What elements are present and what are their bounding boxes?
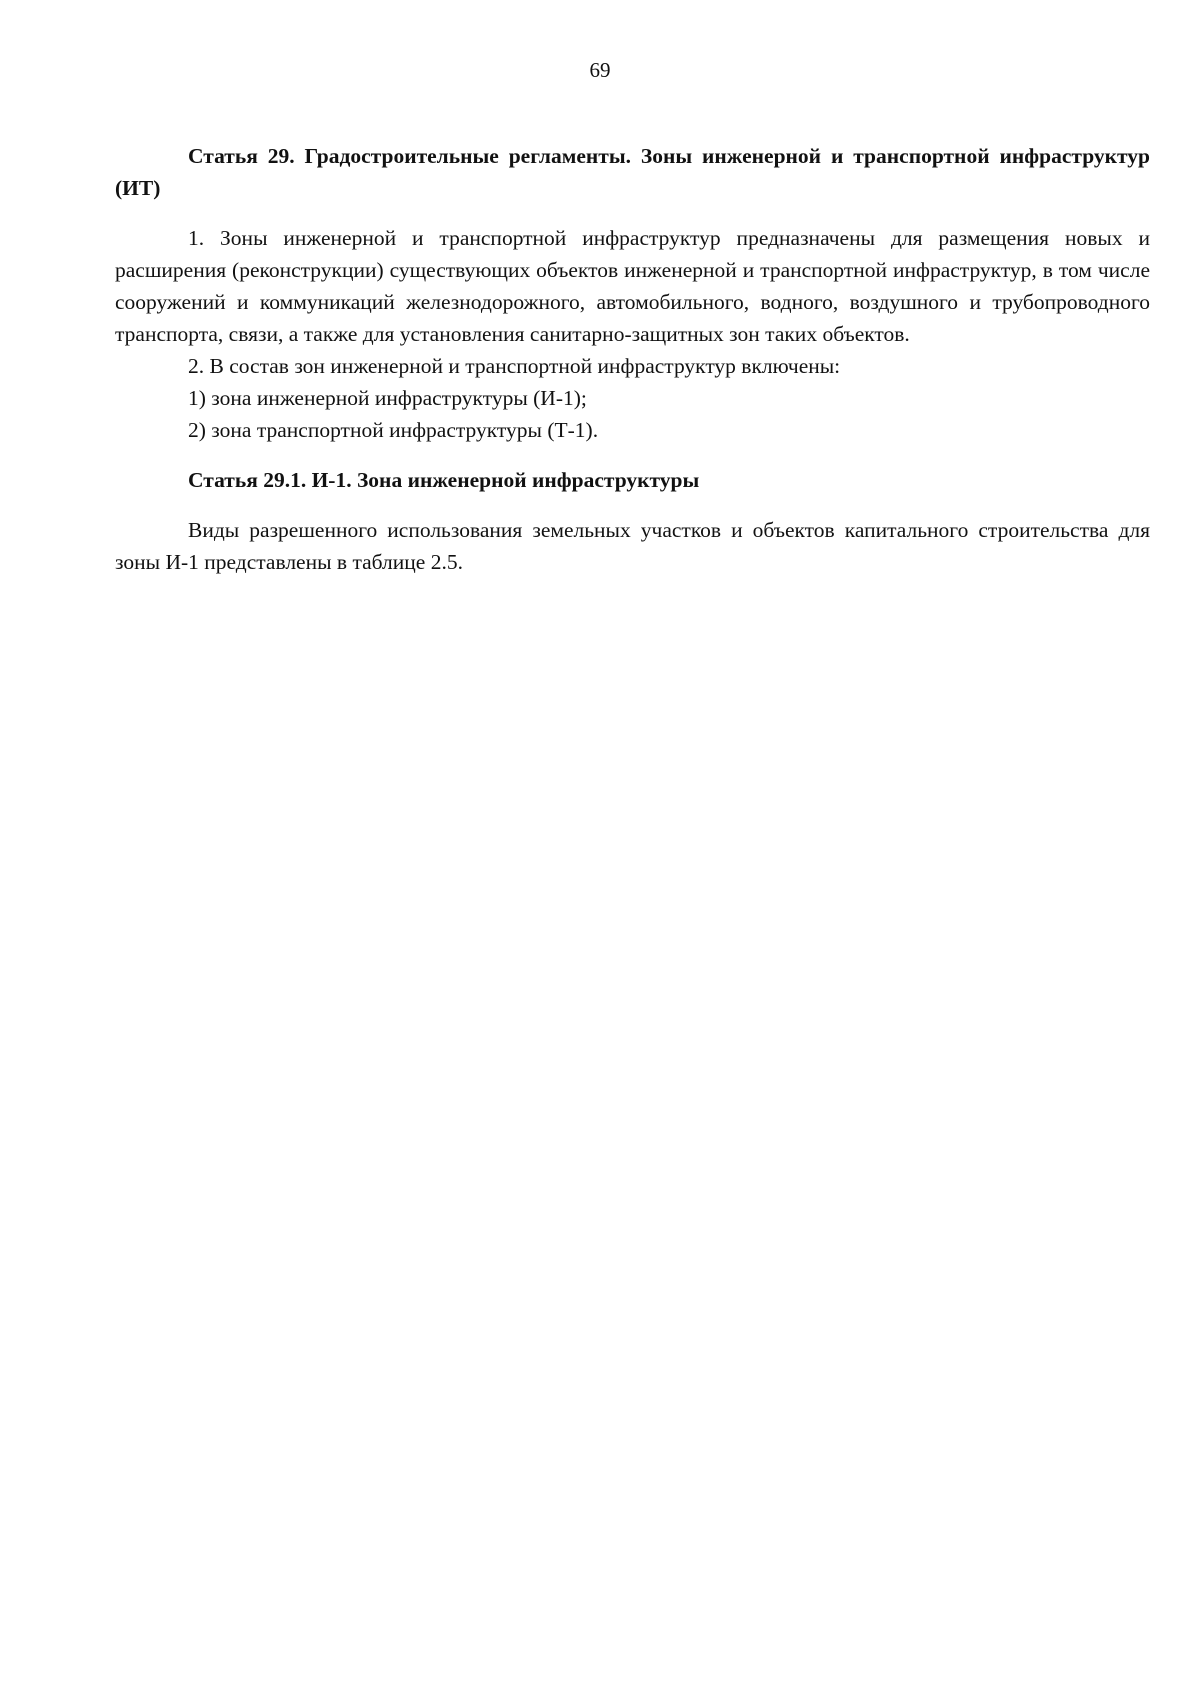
page-number: 69 [589,58,611,82]
list-item-engineering-zone: 1) зона инженерной инфраструктуры (И-1); [188,386,587,410]
subarticle-heading: Статья 29.1. И-1. Зона инженерной инфраструктуры [188,468,700,492]
document-body [115,140,1150,578]
list-item-transport-zone: 2) зона транспортной инфраструктуры (Т-1). [188,418,599,442]
paragraph-permitted-uses: Виды разрешенного использования земельных участков и объектов капитального строительства для зоны И-1 представлены в таблице 2.5. [115,518,1150,574]
paragraph-zones-composition: 2. В состав зон инженерной и транспортной инфраструктур включены: [188,354,841,378]
article-heading: Статья 29. Градостроительные регламенты. Зоны инженерной и транспортной инфраструктур (ИТ) [115,144,1150,200]
paragraph-zones-purpose: 1. Зоны инженерной и транспортной инфраструктур предназначены для размещения новых и расширения (реконструкции) существующих объектов инженерной и транспортной инфраструктур, в том числе сооружений и коммуникаций железнодорожного, автомобильного, водного, воздушного и трубопроводного транспорта, связи, а также для установления санитарно-защитных зон таких объектов. [115,226,1150,346]
